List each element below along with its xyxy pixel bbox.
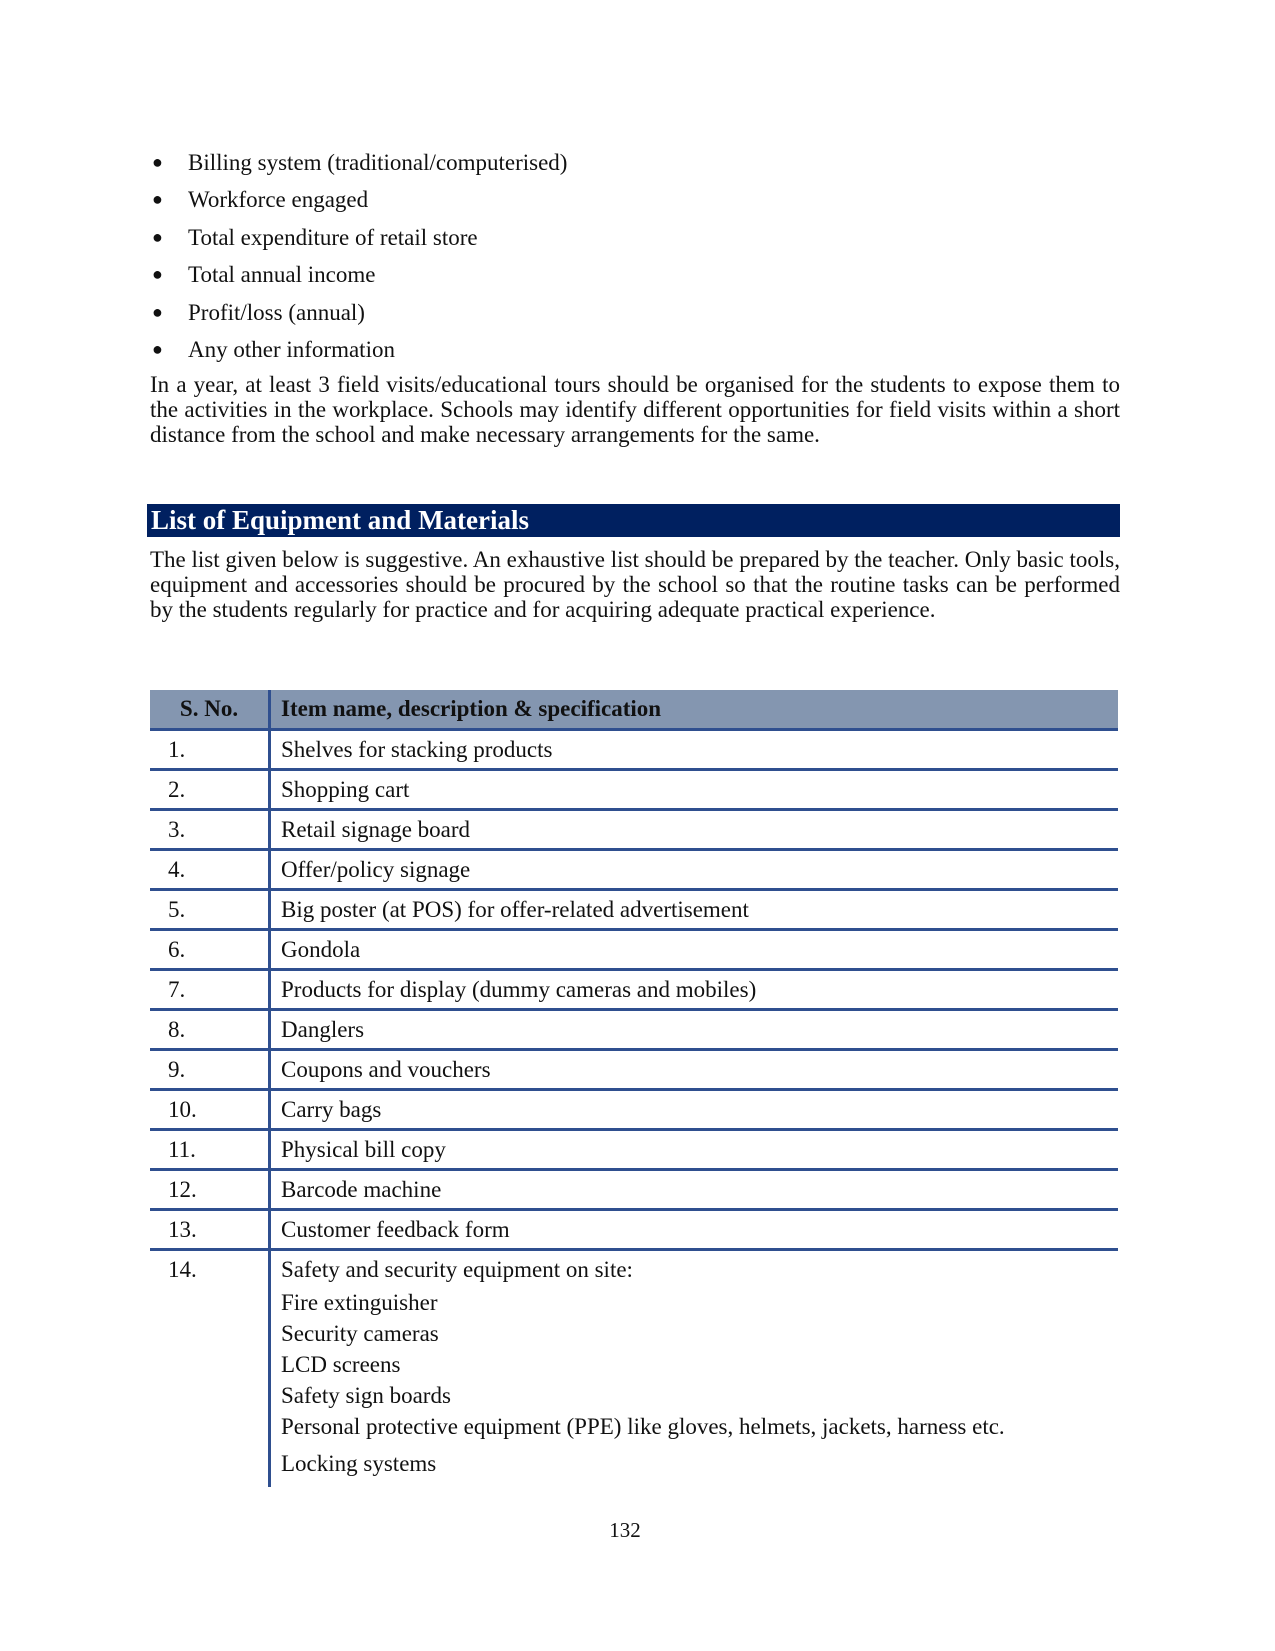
table-row	[150, 890, 1118, 930]
safety-item: Locking systems	[281, 1451, 437, 1476]
bullet-item: ● Workforce engaged	[150, 181, 1120, 218]
table-row	[150, 930, 1118, 970]
item-cell: Physical bill copy	[270, 1130, 1119, 1170]
equipment-intro-paragraph: The list given below is suggestive. An exhaustive list should be prepared by the teacher. Only basic tools, equipment and accessories should be procured by the school so that the routine tasks can be performed by the students regularly for practice and for acquiring adequate practical experience.	[150, 547, 1120, 622]
item-cell: Barcode machine	[270, 1170, 1119, 1210]
bullet-icon: ●	[152, 226, 163, 247]
sno-cell: 6.	[150, 930, 270, 970]
sno-cell: 3.	[150, 810, 270, 850]
sno-cell: 8.	[150, 1010, 270, 1050]
item-cell: Coupons and vouchers	[270, 1050, 1119, 1090]
bullet-item: ● Total annual income	[150, 256, 1120, 293]
equipment-table	[150, 690, 1118, 1487]
safety-heading: Safety and security equipment on site:	[281, 1257, 633, 1282]
sno-cell: 4.	[150, 850, 270, 890]
sno-cell: 10.	[150, 1090, 270, 1130]
safety-equipment-cell	[270, 1250, 1119, 1488]
item-column-header: Item name, description & specification	[270, 690, 1119, 730]
item-cell: Shelves for stacking products	[270, 730, 1119, 770]
sno-cell: 11.	[150, 1130, 270, 1170]
sno-cell: 1.	[150, 730, 270, 770]
bullet-item: ● Any other information	[150, 331, 1120, 368]
safety-item: Safety sign boards	[281, 1383, 451, 1408]
safety-item: LCD screens	[281, 1352, 401, 1377]
sno-cell: 14.	[150, 1250, 270, 1488]
bullet-item: ● Billing system (traditional/computerised)	[150, 144, 1120, 181]
table-row	[150, 1130, 1118, 1170]
table-row	[150, 1210, 1118, 1250]
sno-cell: 13.	[150, 1210, 270, 1250]
table-row	[150, 730, 1118, 770]
bullet-icon: ●	[152, 338, 163, 359]
sno-cell: 5.	[150, 890, 270, 930]
table-row	[150, 850, 1118, 890]
field-visits-paragraph: In a year, at least 3 field visits/educational tours should be organised for the students to expose them to the activities in the workplace. Schools may identify different opportunities for field visits within a short distance from the school and make necessary arrangements for the same.	[150, 372, 1120, 447]
item-cell: Danglers	[270, 1010, 1119, 1050]
bullet-icon: ●	[152, 152, 163, 172]
safety-item: Security cameras	[281, 1321, 439, 1346]
table-row	[150, 810, 1118, 850]
item-cell: Carry bags	[270, 1090, 1119, 1130]
sno-column-header: S. No.	[150, 690, 270, 730]
table-row	[150, 1010, 1118, 1050]
bullet-icon: ●	[152, 189, 163, 210]
item-cell: Customer feedback form	[270, 1210, 1119, 1250]
item-cell: Gondola	[270, 930, 1119, 970]
table-header-row	[150, 690, 1118, 730]
item-cell: Offer/policy signage	[270, 850, 1119, 890]
table-row-safety	[150, 1250, 1118, 1488]
sno-cell: 12.	[150, 1170, 270, 1210]
bullet-item: ● Total expenditure of retail store	[150, 219, 1120, 256]
bullet-item: ● Profit/loss (annual)	[150, 294, 1120, 331]
item-cell: Shopping cart	[270, 770, 1119, 810]
sno-cell: 9.	[150, 1050, 270, 1090]
item-cell: Retail signage board	[270, 810, 1119, 850]
table-row	[150, 1170, 1118, 1210]
item-cell: Big poster (at POS) for offer-related advertisement	[270, 890, 1119, 930]
sno-cell: 2.	[150, 770, 270, 810]
bullet-icon: ●	[152, 301, 163, 322]
item-cell: Products for display (dummy cameras and mobiles)	[270, 970, 1119, 1010]
table-row	[150, 970, 1118, 1010]
table-row	[150, 1090, 1118, 1130]
bullet-icon: ●	[152, 264, 163, 285]
table-row	[150, 770, 1118, 810]
bullet-list	[150, 144, 1120, 368]
safety-item: Personal protective equipment (PPE) like gloves, helmets, jackets, harness etc.	[281, 1414, 1005, 1439]
table-row	[150, 1050, 1118, 1090]
safety-item: Fire extinguisher	[281, 1290, 438, 1315]
page-number: 132	[609, 1518, 641, 1542]
sno-cell: 7.	[150, 970, 270, 1010]
section-heading: List of Equipment and Materials	[147, 504, 1120, 537]
